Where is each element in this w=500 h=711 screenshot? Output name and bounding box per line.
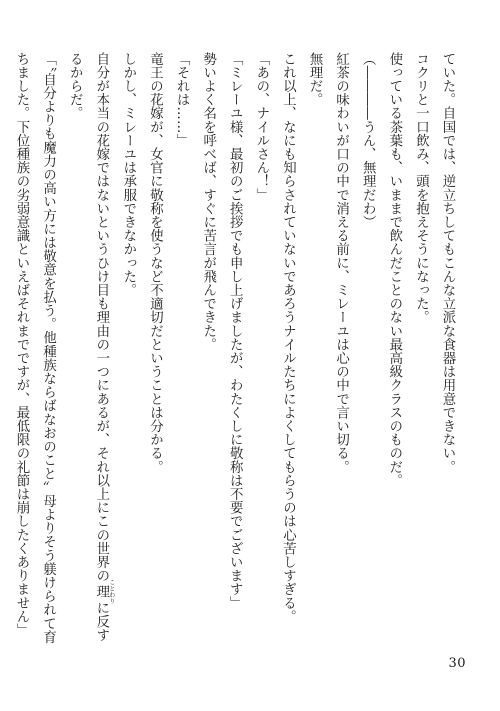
text-line-17: ちました。下位種族の劣弱意識といえばそれまでですが、最低限の礼節は崩したくありません」 xyxy=(14,52,29,637)
text-line-15: るからだ。 xyxy=(67,52,83,120)
text-line-3: 使っている茶葉も、いままで飲んだことのない最高級クラスのものだ。 xyxy=(386,52,402,488)
page-number: 30 xyxy=(448,656,466,671)
text-line-12: 竜王の花嫁が、女官に敬称を使うなど不適切だということは分かる。 xyxy=(147,52,163,474)
text-line-2: コクリと一口飲み、頭を抱えそうになった。 xyxy=(413,52,429,324)
text-line-6: 無理だ。 xyxy=(307,52,323,107)
text-line-13: しかし、ミレーユは承服できなかった。 xyxy=(120,52,136,297)
vertical-body-text xyxy=(7,52,460,644)
text-line-5: 紅茶の味わいが口の中で消える前に、ミレーユは心の中で言い切る。 xyxy=(333,52,349,474)
text-line-4: （――――うん、無理だわ） xyxy=(360,52,376,229)
ruby-annotation: 理 ことわり xyxy=(93,579,115,605)
text-line-1: ていた。自国では、逆立ちしてもこんな立派な食器は用意できない。 xyxy=(440,52,455,474)
ruby-reading: ことわり xyxy=(107,579,115,605)
text-line-14: 自分が本当の花嫁ではないというひけ目も理由の一つにあるが、それ以上にこの世界の理 ことわりに反す xyxy=(93,52,115,643)
text-line-11: 「それは……」 xyxy=(174,52,190,148)
text-line-9: 「ミレーユ様、最初のご挨拶でも申し上げましたが、わたくしに敬称は不要でございます」 xyxy=(227,52,243,610)
text-line-16: 「〝自分よりも魔力の高い方には敬意を払う。他種族ならばなおのこと〟母よりそう躾けられて育 xyxy=(40,52,56,644)
text-line-10: 勢いよく名を呼べば、すぐに苦言が飛んできた。 xyxy=(200,52,216,352)
text-line-8: 「あの、ナイルさん！」 xyxy=(253,52,269,202)
text-line-7: これ以上、なにも知らされていないであろうナイルたちによくしてもらうのは心苦しすぎる。 xyxy=(280,52,296,624)
